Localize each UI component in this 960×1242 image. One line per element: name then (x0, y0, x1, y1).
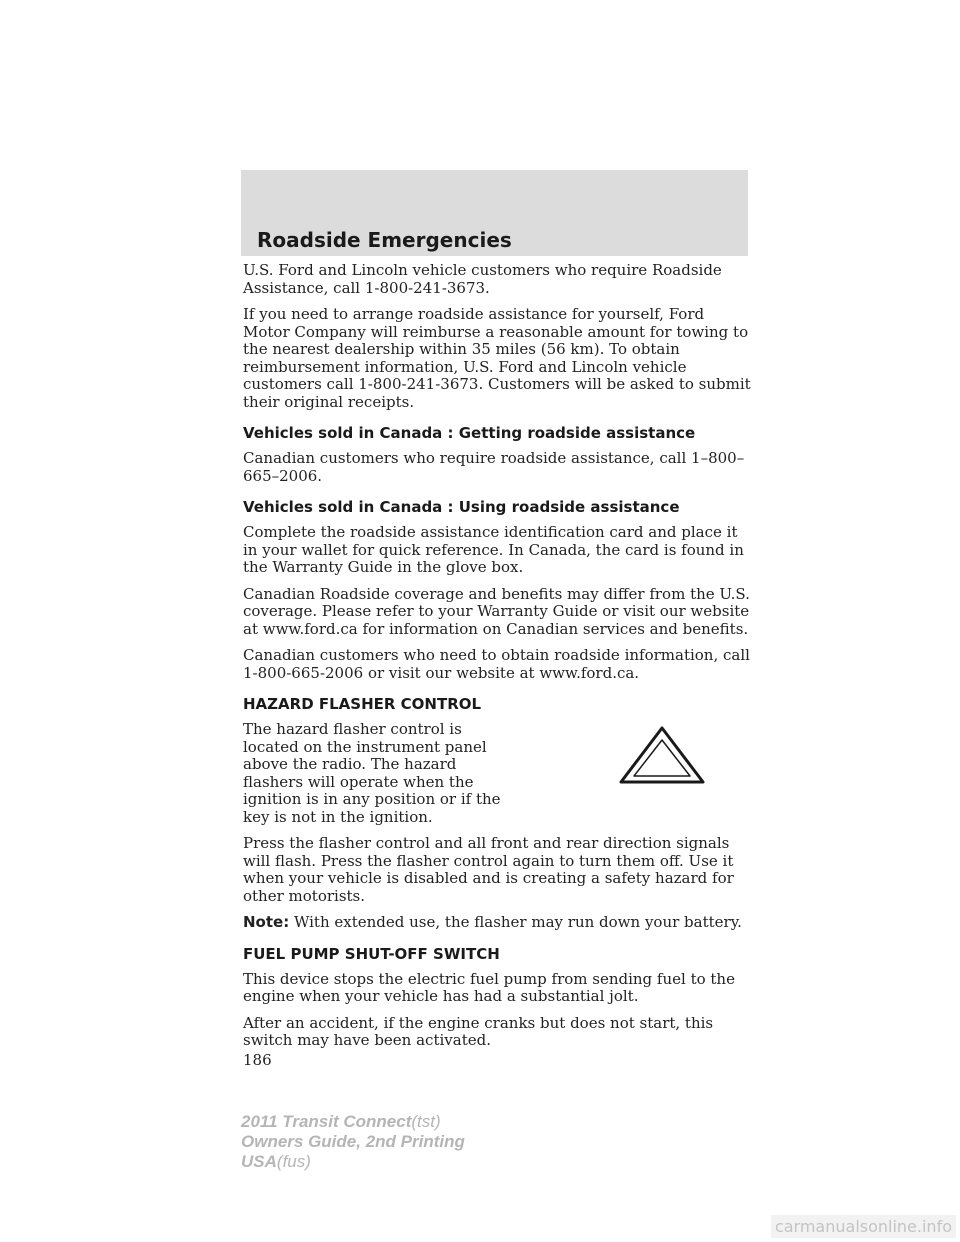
footer-market-code: (fus) (276, 1152, 311, 1171)
footer-line-model (241, 1112, 465, 1132)
paragraph: If you need to arrange roadside assistance for yourself, Ford Motor Company will reimburse a reasonable amount for towing to the nearest dealership within 35 miles (56 km). To obtain reimbursement information, U.S. Ford and Lincoln vehicle customers call 1-800-241-3673. Customers will be asked to submit their original receipts. (243, 305, 751, 411)
paragraph: The hazard flasher control is located on the instrument panel above the radio. The hazard flashers will operate when the ignition is in any position or if the key is not in the ignition. (243, 720, 501, 826)
paragraph: Canadian Roadside coverage and benefits may differ from the U.S. coverage. Please refer to your Warranty Guide or visit our website at www.ford.ca for information on Canadian services and benefits. (243, 584, 750, 638)
footer-market: USA (241, 1152, 277, 1171)
heading-hazard-flasher: HAZARD FLASHER CONTROL (243, 695, 482, 713)
footer-model-code: (tst) (411, 1112, 441, 1131)
section-header (241, 170, 748, 256)
footer-line-market (241, 1152, 465, 1172)
subheading-canada-using: Vehicles sold in Canada : Using roadside assistance (243, 498, 680, 516)
page-number: 186 (243, 1050, 272, 1069)
paragraph: Canadian customers who need to obtain roadside information, call 1-800-665-2006 or visit our website at www.ford.ca. (243, 646, 750, 682)
paragraph: Press the flasher control and all front and rear direction signals will flash. Press the flasher control again to turn them off. Use it when your vehicle is disabled and is creating a safety hazard for other motorists. (243, 834, 734, 905)
paragraph: Canadian customers who require roadside assistance, call 1–800–665–2006. (243, 449, 745, 485)
document-footer (241, 1112, 465, 1172)
paragraph: After an accident, if the engine cranks but does not start, this switch may have been activated. (243, 1013, 714, 1049)
heading-fuel-pump: FUEL PUMP SHUT-OFF SWITCH (243, 944, 500, 963)
note-text: With extended use, the flasher may run down your battery. (293, 913, 742, 931)
note-label: Note: (243, 913, 290, 931)
footer-printing: Owners Guide, 2nd Printing (241, 1132, 465, 1151)
hazard-triangle-icon (619, 725, 705, 785)
watermark: carmanualsonline.info (771, 1215, 956, 1238)
section-title: Roadside Emergencies (257, 228, 512, 252)
paragraph: This device stops the electric fuel pump from sending fuel to the engine when your vehicle has had a substantial jolt. (243, 969, 735, 1005)
paragraph: Complete the roadside assistance identification card and place it in your wallet for quick reference. In Canada, the card is found in the Warranty Guide in the glove box. (243, 523, 744, 576)
footer-model: 2011 Transit Connect (241, 1112, 412, 1131)
hazard-section (243, 721, 753, 835)
page-content (243, 262, 753, 1078)
paragraph: U.S. Ford and Lincoln vehicle customers who require Roadside Assistance, call 1-800-241-3673. (243, 261, 722, 297)
subheading-canada-getting: Vehicles sold in Canada : Getting roadside assistance (243, 424, 696, 442)
note (243, 914, 753, 932)
